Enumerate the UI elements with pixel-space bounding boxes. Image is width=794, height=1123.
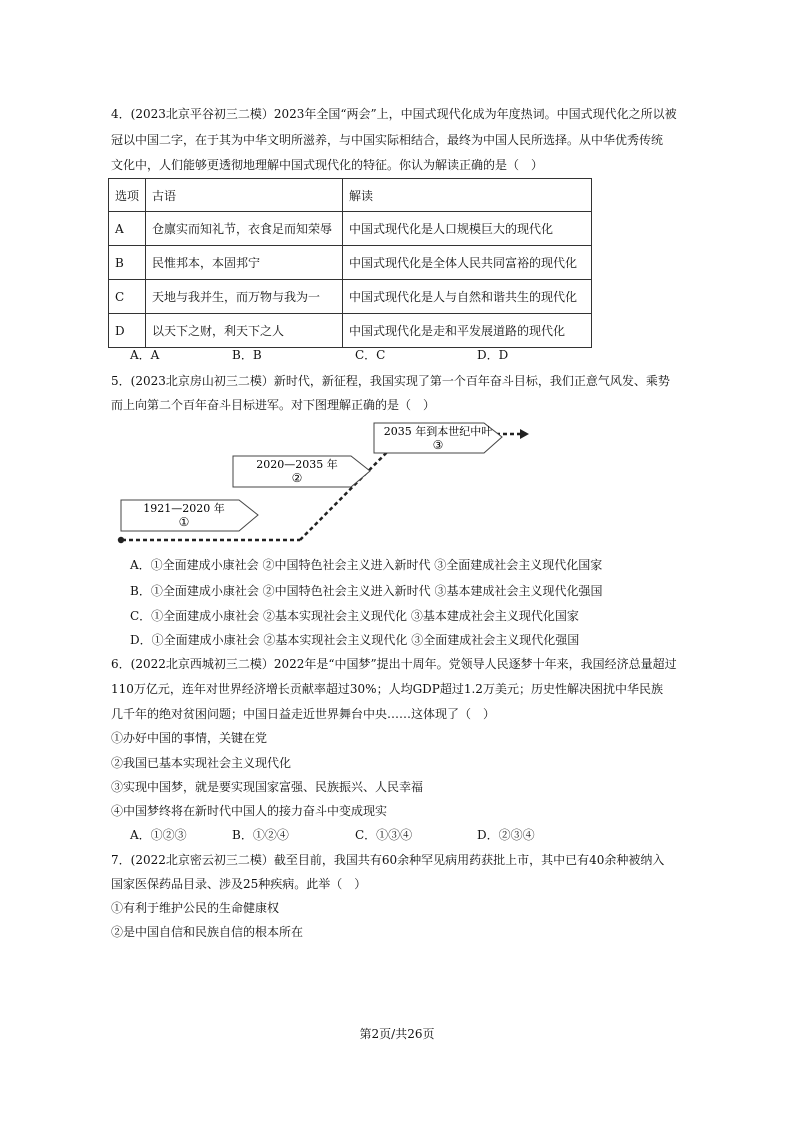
stage3-label: 2035 年到本世纪中叶: [383, 425, 493, 438]
table-cell: 天地与我并生，而万物与我为一: [146, 280, 343, 314]
table-cell: 中国式现代化是走和平发展道路的现代化: [343, 314, 592, 348]
stage3-number: ③: [432, 438, 444, 452]
table-cell: 以天下之财，利天下之人: [146, 314, 343, 348]
table-cell: C: [109, 280, 146, 314]
stage1-number: ①: [178, 515, 190, 529]
q6-choice-b[interactable]: B．①②④: [232, 828, 289, 842]
table-cell: 中国式现代化是人与自然和谐共生的现代化: [343, 280, 592, 314]
table-cell: 中国式现代化是全体人民共同富裕的现代化: [343, 246, 592, 280]
table-header-cell: 古语: [146, 179, 343, 212]
q6-choice-c[interactable]: C．①③④: [355, 828, 413, 842]
q6-statement-3: ③实现中国梦，就是要实现国家富强、民族振兴、人民幸福: [111, 780, 424, 794]
table-header-cell: 解读: [343, 179, 592, 212]
q5-stem-line-2: 而上向第二个百年奋斗目标进军。对下图理解正确的是（ ）: [111, 398, 436, 412]
q6-statement-4: ④中国梦终将在新时代中国人的接力奋斗中变成现实: [111, 804, 388, 818]
arrow-head-icon: [520, 429, 529, 439]
table-cell: A: [109, 212, 146, 246]
q5-option-b[interactable]: B．①全面建成小康社会 ②中国特色社会主义进入新时代 ③基本建成社会主义现代化强国: [130, 584, 603, 598]
table-cell: B: [109, 246, 146, 280]
q7-statement-2: ②是中国自信和民族自信的根本所在: [111, 925, 304, 939]
q6-choice-a[interactable]: A．①②③: [130, 828, 187, 842]
stage2-number: ②: [291, 471, 303, 485]
q6-stem-line-1: 6．(2022北京西城初三二模）2022年是“中国梦”提出十周年。党领导人民逐梦十年来，我国经济总量超过: [111, 657, 677, 671]
q4-choice-d[interactable]: D．D: [477, 348, 509, 362]
q5-option-a[interactable]: A．①全面建成小康社会 ②中国特色社会主义进入新时代 ③全面建成社会主义现代化国家: [130, 558, 603, 572]
q6-statement-2: ②我国已基本实现社会主义现代化: [111, 756, 292, 770]
table-cell: 中国式现代化是人口规模巨大的现代化: [343, 212, 592, 246]
q6-choice-d[interactable]: D．②③④: [477, 828, 535, 842]
table-header-cell: 选项: [109, 179, 146, 212]
q5-option-c[interactable]: C．①全面建成小康社会 ②基本实现社会主义现代化 ③基本建成社会主义现代化国家: [130, 609, 579, 623]
table-cell: 仓廪实而知礼节，衣食足而知荣辱: [146, 212, 343, 246]
start-dot-icon: [118, 537, 124, 543]
q4-stem-line-3: 文化中，人们能够更透彻地理解中国式现代化的特征。你认为解读正确的是（ ）: [111, 158, 544, 172]
q5-option-d[interactable]: D．①全面建成小康社会 ②基本实现社会主义现代化 ③全面建成社会主义现代化强国: [130, 633, 580, 647]
q6-statement-1: ①办好中国的事情，关键在党: [111, 731, 268, 745]
q5-stem-line-1: 5．(2023北京房山初三二模）新时代，新征程，我国实现了第一个百年奋斗目标，我们正意气风发、乘势: [111, 374, 670, 388]
q6-stem-line-3: 几千年的绝对贫困问题；中国日益走近世界舞台中央……这体现了（ ）: [111, 707, 496, 721]
table-cell: 民惟邦本，本固邦宁: [146, 246, 343, 280]
q4-choice-c[interactable]: C．C: [355, 348, 386, 362]
q7-statement-1: ①有利于维护公民的生命健康权: [111, 901, 280, 915]
page-number-footer: 第2页/共26页: [359, 1027, 435, 1041]
q4-stem-line-1: 4．(2023北京平谷初三二模）2023年全国“两会”上，中国式现代化成为年度热词。中国式现代化之所以被: [111, 107, 677, 121]
q6-stem-line-2: 110万亿元，连年对世界经济增长贡献率超过30%；人均GDP超过1.2万美元；历史性解决困扰中华民族: [111, 682, 663, 696]
stage1-label: 1921—2020 年: [143, 502, 225, 515]
table-cell: D: [109, 314, 146, 348]
q4-stem-line-2: 冠以中国二字，在于其为中华文明所滋养，与中国实际相结合，最终为中国人民所选择。从中华优秀传统: [111, 133, 664, 147]
stage2-label: 2020—2035 年: [256, 458, 338, 471]
q7-stem-line-2: 国家医保药品目录、涉及25种疾病。此举（ ）: [111, 877, 367, 891]
q4-choice-a[interactable]: A．A: [130, 348, 160, 362]
q7-stem-line-1: 7．(2022北京密云初三二模）截至目前，我国共有60余种罕见病用药获批上市，其中已有40余种被纳入: [111, 853, 665, 867]
q4-choice-b[interactable]: B．B: [232, 348, 262, 362]
